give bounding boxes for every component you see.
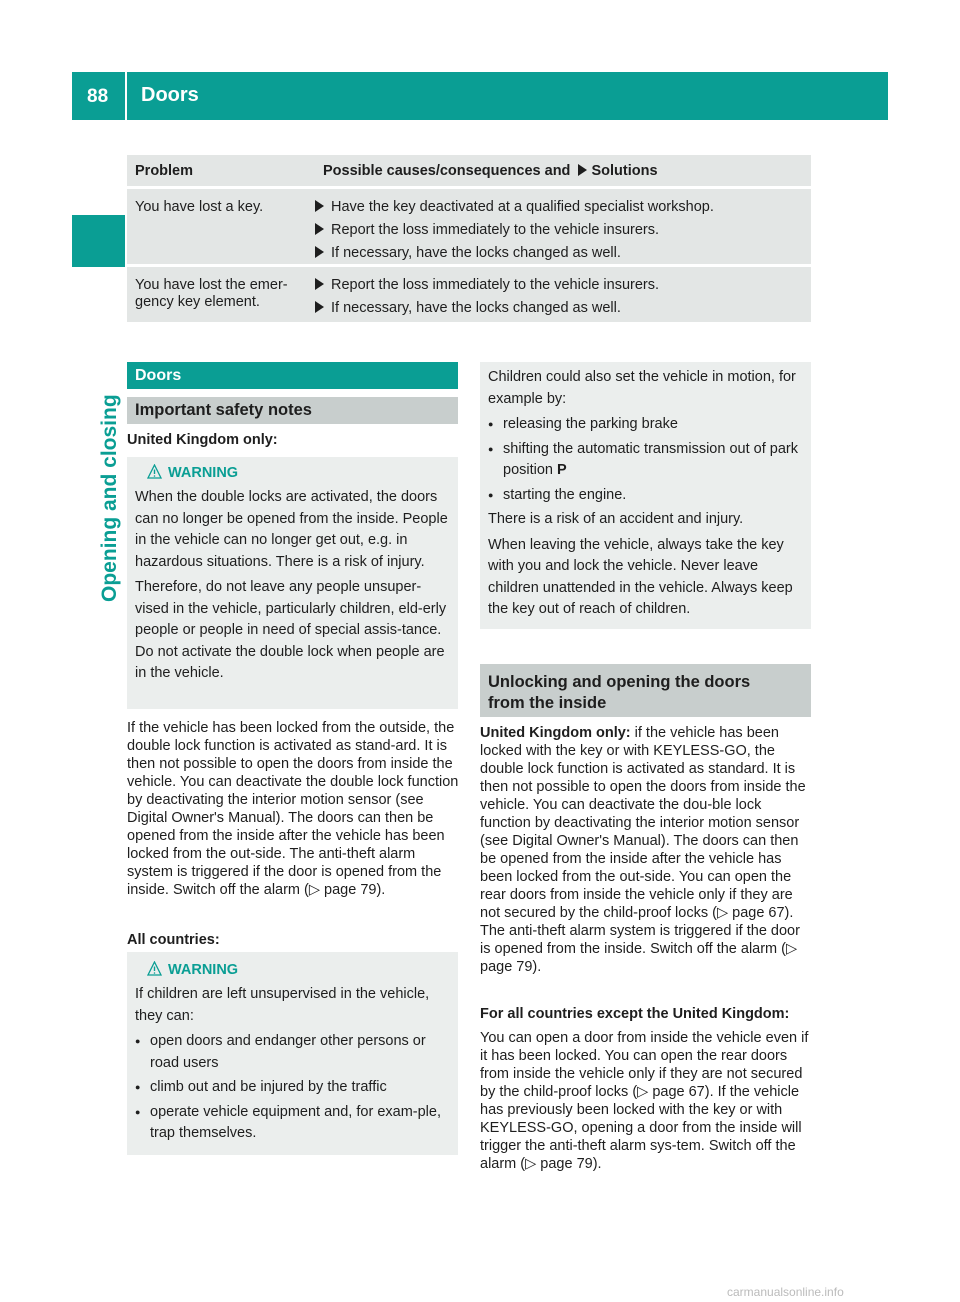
table-row	[127, 189, 811, 264]
header-problem: Problem	[135, 163, 194, 179]
subsection-title	[488, 672, 750, 714]
arrow-icon	[315, 246, 324, 258]
subsection-title-line: from the inside	[488, 694, 607, 712]
arrow-icon	[315, 223, 324, 235]
problem-table	[127, 155, 811, 322]
page-number: 88	[87, 86, 109, 107]
list-item-text: shifting the automatic transmission out of park position	[503, 440, 798, 478]
page-title: Doors	[141, 84, 199, 106]
solution-text: Report the loss immediately to the vehicle insurers.	[331, 277, 660, 293]
warning-text: Therefore, do not leave any people unsuper-vised in the vehicle, particularly children, eld-erly people or people in need of special assis-tance. Do not activate the double lock when people are in the vehicle.	[135, 579, 447, 681]
solution-item	[315, 245, 714, 268]
chapter-marker	[72, 215, 125, 267]
subsection-title-bar	[127, 397, 458, 424]
list-item: ● releasing the parking brake	[488, 414, 806, 436]
solution-cell	[315, 199, 714, 268]
problem-cell: You have lost the emer-gency key element.	[135, 277, 288, 310]
warning-text: When the double locks are activated, the doors can no longer be opened from the inside. People in the vehicle can no longer get out, e.g. in hazardous situations. There is a risk of injury.	[135, 489, 448, 570]
subsection-title: Important safety notes	[135, 401, 312, 419]
warning-box	[127, 952, 458, 1155]
watermark: carmanualsonline.info	[727, 1285, 844, 1299]
list-item: ● starting the engine.	[488, 485, 806, 507]
header-solutions-text: Possible causes/consequences and	[323, 163, 571, 179]
arrow-icon	[315, 278, 324, 290]
body-paragraph	[480, 724, 813, 976]
uk-only-label: United Kingdom only:	[127, 432, 278, 448]
warning-text: There is a risk of an accident and injury.	[488, 511, 744, 527]
warning-heading	[135, 463, 453, 487]
arrow-icon	[315, 200, 324, 212]
warning-label: WARNING	[168, 465, 239, 481]
warning-text: Children could also set the vehicle in motion, for example by:	[488, 369, 796, 407]
warning-label: WARNING	[168, 962, 239, 978]
arrow-icon	[578, 164, 587, 176]
problem-cell: You have lost a key.	[135, 199, 264, 215]
header-bar	[127, 72, 888, 120]
list-item: ● operate vehicle equipment and, for exam-ple, trap themselves.	[135, 1102, 453, 1145]
body-text: if the vehicle has been locked with the key or with KEYLESS-GO, the double lock function is activated as standard. It is then not possible to open the doors from inside the vehicle. You can deactivate the dou-ble lock function by deactivating the interior motion sensor (see Digital Owner's Manual). The doors can then be opened from the inside after the vehicle has been locked from the out-side. You can open the rear doors from inside the vehicle only if they are not secured by the child-proof locks (▷ page 67). The anti-theft alarm system is triggered if the door is opened from the inside. Switch off the alarm (▷ page 79).	[480, 725, 806, 975]
header-solutions	[323, 163, 658, 179]
section-title: Doors	[135, 367, 182, 384]
solution-item	[315, 199, 714, 222]
warning-text: If children are left unsupervised in the vehicle, they can:	[135, 986, 430, 1024]
body-paragraph: If the vehicle has been locked from the outside, the double lock function is activated as stand-ard. It is then not possible to open the doors from inside the vehicle. You can deactivate the double lock function by deactivating the interior motion sensor (see Digital Owner's Manual). The doors can then be opened from the inside after the vehicle has been locked from the out-side. The anti-theft alarm system is triggered if the door is opened from the inside. Switch off the alarm (▷ page 79).	[127, 720, 459, 898]
warning-triangle-icon	[147, 464, 162, 485]
solution-cell	[315, 277, 659, 323]
body-paragraph: You can open a door from inside the vehicle even if it has been locked. You can open the rear doors from inside the vehicle only if they are not secured by the child-proof locks (▷ page 67). If the vehicle has previously been locked with the key or with KEYLESS-GO, opening a door from the inside will trigger the anti-theft alarm sys-tem. Switch off the alarm (▷ page 79).	[480, 1030, 809, 1172]
warning-heading	[135, 960, 453, 984]
arrow-icon	[315, 301, 324, 313]
section-title-bar	[127, 362, 458, 389]
solution-text: If necessary, have the locks changed as well.	[331, 245, 621, 261]
warning-box	[127, 457, 458, 709]
table-header	[127, 155, 811, 186]
warning-text: When leaving the vehicle, always take the key with you and lock the vehicle. Never leave children unattended in the vehicle. Always keep the key out of reach of children.	[488, 536, 793, 617]
all-countries-label: All countries:	[127, 932, 220, 948]
header-solutions-word: Solutions	[591, 163, 658, 179]
solution-item	[315, 277, 659, 300]
warning-triangle-icon	[147, 961, 162, 982]
warning-continuation-box	[480, 362, 811, 629]
table-row	[127, 267, 811, 322]
park-position-label: P	[557, 462, 567, 478]
solution-text: If necessary, have the locks changed as well.	[331, 300, 621, 316]
list-item: ● climb out and be injured by the traffic	[135, 1077, 453, 1099]
solution-item	[315, 222, 714, 245]
list-item	[488, 439, 806, 482]
page-number-box	[72, 72, 125, 120]
chapter-title: Opening and closing	[98, 394, 121, 602]
list-item: ● open doors and endanger other persons or road users	[135, 1031, 453, 1074]
subsection-title-bar	[480, 664, 811, 717]
all-except-label: For all countries except the United Kingdom:	[480, 1006, 790, 1022]
uk-only-label: United Kingdom only:	[480, 725, 631, 741]
solution-item	[315, 300, 659, 323]
subsection-title-line: Unlocking and opening the doors	[488, 673, 751, 691]
solution-text: Have the key deactivated at a qualified specialist workshop.	[331, 199, 714, 215]
solution-text: Report the loss immediately to the vehicle insurers.	[331, 222, 660, 238]
